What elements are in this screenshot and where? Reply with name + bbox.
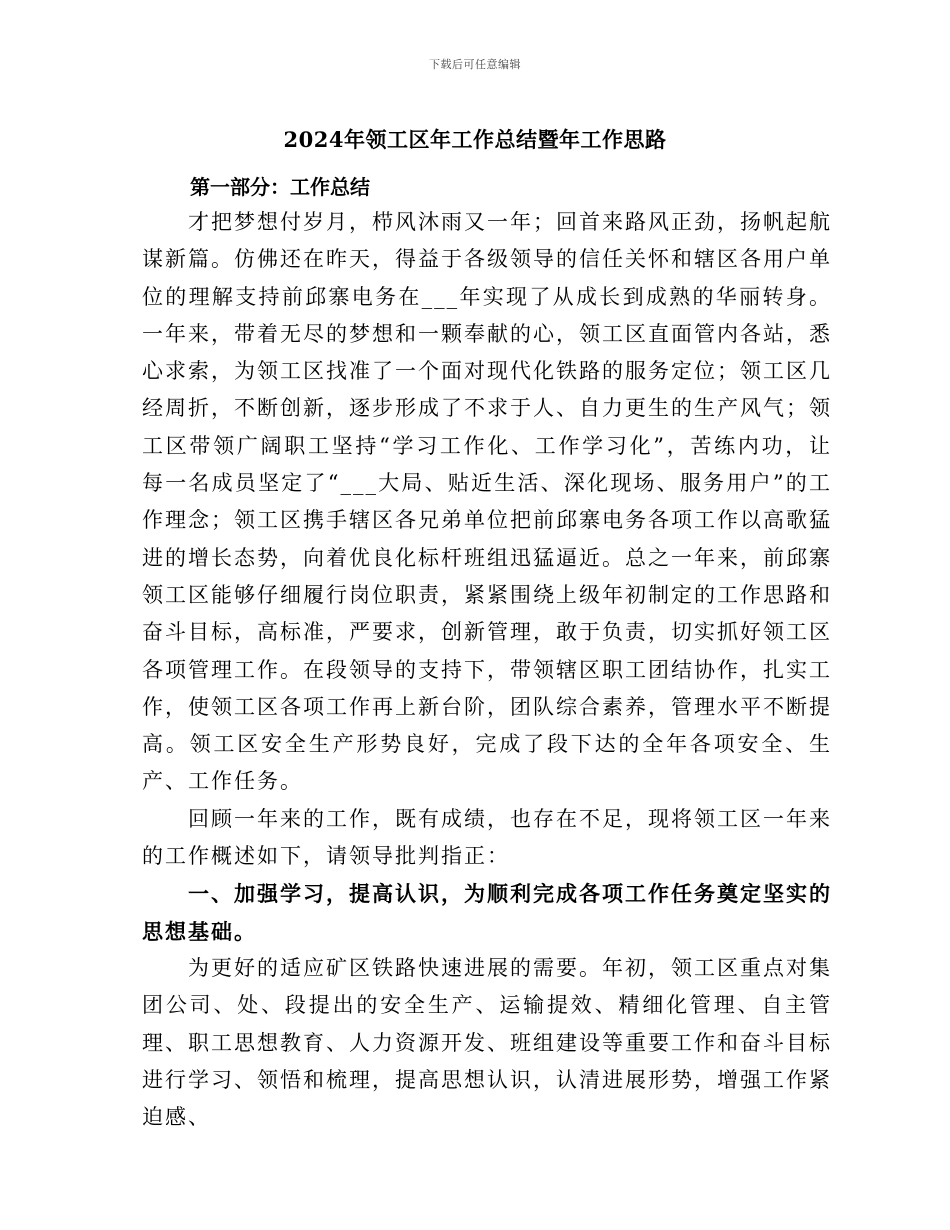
header-note: 下载后可任意编辑 [429, 58, 521, 71]
subheading-1: 一、加强学习，提高认识，为顺利完成各项工作任务奠定坚实的思想基础。 [142, 881, 832, 944]
paragraph-3: 为更好的适应矿区铁路快速进展的需要。年初，领工区重点对集团公司、处、段提出的安全生产、运输提效、精细化管理、自主管理、职工思想教育、人力资源开发、班组建设等重要工作和奋斗目标进行学习、领悟和梳理，提高思想认识，认清进展形势，增强工作紧迫感、 [142, 955, 832, 1130]
section-heading: 第一部分：工作总结 [190, 175, 370, 199]
paragraph-2: 回顾一年来的工作，既有成绩，也存在不足，现将领工区一年来的工作概述如下，请领导批判指正： [142, 806, 832, 869]
paragraph-1: 才把梦想付岁月，栉风沐雨又一年；回首来路风正劲，扬帆起航谋新篇。仿佛还在昨天，得益于各级领导的信任关怀和辖区各用户单位的理解支持前邱寨电务在___年实现了从成长到成熟的华丽转身。一年来，带着无尽的梦想和一颗奉献的心，领工区直面管内各站，悉心求索，为领工区找准了一个面对现代化铁路的服务定位；领工区几经周折，不断创新，逐步形成了不求于人、自力更生的生产风气；领工区带领广阔职工坚持“学习工作化、工作学习化”，苦练内功，让每一名成员坚定了“___大局、贴近生活、深化现场、服务用户”的工作理念；领工区携手辖区各兄弟单位把前邱寨电务各项工作以高歌猛进的增长态势，向着优良化标杆班组迅猛逼近。总之一年来，前邱寨领工区能够仔细履行岗位职责，紧紧围绕上级年初制定的工作思路和奋斗目标，高标准，严要求，创新管理，敢于负责，切实抓好领工区各项管理工作。在段领导的支持下，带领辖区职工团结协作，扎实工作，使领工区各项工作再上新台阶，团队综合素养，管理水平不断提高。领工区安全生产形势良好，完成了段下达的全年各项安全、生产、工作任务。 [142, 210, 832, 794]
document-title: 2024年领工区年工作总结暨年工作思路 [283, 127, 667, 152]
document-body [142, 170, 832, 1136]
